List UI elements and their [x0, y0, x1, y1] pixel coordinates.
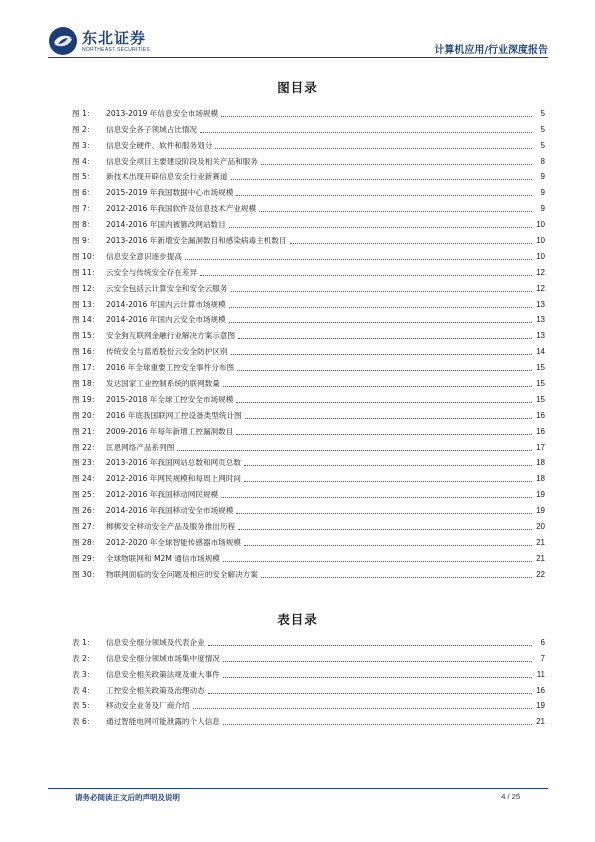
- dot-leader: [208, 693, 532, 694]
- figure-entry[interactable]: [72, 341, 545, 357]
- header-divider: [48, 57, 548, 58]
- figure-entry[interactable]: [72, 516, 545, 532]
- figure-entry-page: 14: [536, 347, 545, 357]
- figure-entry-title: 安全狗互联网金融行业解决方案示意图: [106, 331, 236, 341]
- figure-entry-title: 2014-2016 年国内被篡改网站数目: [106, 220, 226, 230]
- table-entry-page: 16: [536, 685, 545, 695]
- figure-entry[interactable]: [72, 532, 545, 548]
- northeast-securities-logo: [48, 26, 150, 56]
- figure-entry[interactable]: [72, 468, 545, 484]
- dot-leader: [229, 322, 532, 323]
- figure-entry-title: 2014-2016 年国内云计算市场规模: [106, 299, 226, 309]
- figure-entry[interactable]: [72, 151, 545, 167]
- figure-entry-title: 2012-2016 年我国移动网民规模: [106, 490, 219, 500]
- figure-entry-number: 图 6：: [72, 188, 95, 198]
- figure-entry-title: 2012-2016 年我国软件及信息技术产业规模: [106, 204, 257, 214]
- figure-entry[interactable]: [72, 135, 545, 151]
- figure-entry[interactable]: [72, 484, 545, 500]
- table-entry-page: 21: [536, 717, 545, 727]
- dot-leader: [236, 434, 532, 435]
- dot-leader: [290, 243, 533, 244]
- figure-entry[interactable]: [72, 500, 545, 516]
- figure-entry[interactable]: [72, 119, 545, 135]
- figure-entry-page: 17: [536, 442, 545, 452]
- figure-entry-number: 图 8：: [72, 220, 95, 230]
- figure-entry-page: 13: [536, 315, 545, 325]
- figure-entry-number: 图 20：: [72, 410, 100, 420]
- figure-entry-title: 2012-2016 年网民规模和每周上网时间: [106, 474, 241, 484]
- dot-leader: [236, 402, 532, 403]
- dot-leader: [223, 386, 532, 387]
- figure-entry-page: 13: [536, 299, 545, 309]
- figure-entry[interactable]: [72, 310, 545, 326]
- figure-entry[interactable]: [72, 278, 545, 294]
- dot-leader: [221, 116, 532, 117]
- figure-entry-title: 2013-2016 年我国网站总数和网页总数: [106, 458, 241, 468]
- figure-entry[interactable]: [72, 182, 545, 198]
- dot-leader: [200, 132, 532, 133]
- figure-entry-number: 图 19：: [72, 394, 100, 404]
- figure-entry-title: 2009-2016 年每年新增工控漏洞数目: [106, 426, 234, 436]
- dot-leader: [238, 529, 532, 530]
- table-entry-title: 信息安全相关政策法规及重大事件: [106, 669, 220, 679]
- figure-entry-title: 全球物联网和 M2M 通信市场规模: [106, 553, 220, 563]
- dot-leader: [221, 497, 532, 498]
- figure-entry[interactable]: [72, 214, 545, 230]
- logo-chinese-name: 东北证券: [82, 28, 147, 47]
- figures-index-list: [72, 103, 545, 580]
- figure-entry-number: 图 22：: [72, 442, 100, 452]
- figure-entry-number: 图 21：: [72, 426, 100, 436]
- figure-entry-title: 信息安全硬件、软件和服务划分: [106, 140, 213, 150]
- figure-entry-number: 图 7：: [72, 204, 95, 214]
- figure-entry-title: 发达国家工业控制系统的联网数量: [106, 379, 220, 389]
- figure-entry-title: 2013-2019 年信息安全市场规模: [106, 108, 219, 118]
- figure-entry-number: 图 3：: [72, 140, 95, 150]
- dot-leader: [236, 513, 532, 514]
- dot-leader: [231, 291, 533, 292]
- figure-entry-page: 9: [540, 172, 545, 182]
- figure-entry-title: 信息安全意识逐步提高: [106, 251, 182, 261]
- dot-leader: [238, 338, 532, 339]
- figure-entry[interactable]: [72, 437, 545, 453]
- figure-entry[interactable]: [72, 167, 545, 183]
- figure-entry-number: 图 11：: [72, 267, 100, 277]
- table-entry[interactable]: [72, 664, 545, 680]
- figure-entry-page: 5: [540, 140, 545, 150]
- dot-leader: [261, 164, 532, 165]
- figure-entry-page: 20: [536, 522, 545, 532]
- figure-entry[interactable]: [72, 405, 545, 421]
- logo-english-name: NORTHEAST SECURITIES: [82, 46, 151, 53]
- table-entry-title: 信息安全细分领域及代表企业: [106, 637, 205, 647]
- report-type-label: 计算机应用/行业深度报告: [434, 45, 548, 56]
- figure-entry[interactable]: [72, 325, 545, 341]
- figure-entry-number: 图 30：: [72, 569, 100, 579]
- figure-entry-title: 梆梆安全移动安全产品及服务推出历程: [106, 522, 236, 532]
- figure-entry-title: 信息安全各子领域占比情况: [106, 124, 198, 134]
- table-entry-page: 11: [536, 669, 545, 679]
- figure-entry[interactable]: [72, 246, 545, 262]
- table-entry-number: 表 3：: [72, 669, 95, 679]
- logo-swirl-icon: [48, 26, 78, 56]
- figure-entry-page: 18: [536, 474, 545, 484]
- figure-entry-page: 15: [536, 379, 545, 389]
- figure-entry-page: 5: [540, 108, 545, 118]
- figure-entry[interactable]: [72, 564, 545, 580]
- table-entry-title: 工控安全相关政策及治理动态: [106, 685, 205, 695]
- figure-entry-number: 图 5：: [72, 172, 95, 182]
- figure-entry[interactable]: [72, 198, 545, 214]
- dot-leader: [215, 148, 532, 149]
- dot-leader: [177, 450, 532, 451]
- table-entry-number: 表 1：: [72, 637, 95, 647]
- tables-index-title: 表目录: [277, 612, 318, 627]
- dot-leader: [244, 465, 532, 466]
- table-entry[interactable]: [72, 648, 545, 664]
- figure-entry-page: 10: [536, 236, 545, 246]
- page-number: 4 / 25: [501, 792, 520, 801]
- figure-entry-number: 图 2：: [72, 124, 95, 134]
- dot-leader: [185, 259, 532, 260]
- figure-entry-number: 图 17：: [72, 363, 100, 373]
- figure-entry-page: 19: [536, 506, 545, 516]
- table-entry[interactable]: [72, 632, 545, 648]
- figure-entry-title: 传统安全与蓝盾股份云安全防护区别: [106, 347, 228, 357]
- figure-entry[interactable]: [72, 373, 545, 389]
- figure-entry-title: 2016 年底我国联网工控设备类型统计图: [106, 410, 242, 420]
- disclaimer-note: 请务必阅读正文后的声明及说明: [75, 793, 180, 802]
- figure-entry-number: 图 15：: [72, 331, 100, 341]
- figure-entry-page: 10: [536, 251, 545, 261]
- dot-leader: [229, 307, 532, 308]
- dot-leader: [223, 677, 532, 678]
- figure-entry-number: 图 24：: [72, 474, 100, 484]
- table-entry-title: 移动安全业务及厂商介绍: [106, 701, 190, 711]
- figure-entry-page: 19: [536, 490, 545, 500]
- figure-entry-number: 图 18：: [72, 379, 100, 389]
- figure-entry-title: 云安全与传统安全存在差异: [106, 267, 198, 277]
- table-entry[interactable]: [72, 711, 545, 727]
- figure-entry[interactable]: [72, 103, 545, 119]
- figure-entry-number: 图 16：: [72, 347, 100, 357]
- dot-leader: [261, 577, 532, 578]
- dot-leader: [245, 418, 532, 419]
- dot-leader: [193, 708, 532, 709]
- figure-entry-title: 2015-2018 年全球工控安全市场规模: [106, 394, 234, 404]
- figure-entry-title: 信息安全项目主要建设阶段及相关产品和服务: [106, 156, 258, 166]
- figure-entry-title: 新技术出现开辟信息安全行业新赛道: [106, 172, 228, 182]
- figure-entry[interactable]: [72, 262, 545, 278]
- dot-leader: [223, 724, 532, 725]
- footer-divider: [48, 788, 548, 789]
- dot-leader: [244, 481, 532, 482]
- figure-entry-title: 2015-2019 年我国数据中心市场规模: [106, 188, 234, 198]
- figure-entry-title: 云安全包括云计算安全和安全云服务: [106, 283, 228, 293]
- table-entry-number: 表 6：: [72, 717, 95, 727]
- figure-entry-title: 2014-2016 年国内云安全市场规模: [106, 315, 226, 325]
- table-entry-number: 表 2：: [72, 653, 95, 663]
- dot-leader: [208, 645, 532, 646]
- page-header: [0, 0, 595, 64]
- tables-index-list: [72, 632, 545, 727]
- figure-entry-title: 2014-2016 年我国移动安全市场规模: [106, 506, 234, 516]
- dot-leader: [231, 179, 533, 180]
- figure-entry-page: 22: [536, 569, 545, 579]
- figure-entry[interactable]: [72, 548, 545, 564]
- table-entry-number: 表 5：: [72, 701, 95, 711]
- dot-leader: [229, 227, 532, 228]
- figure-entry-title: 物联网面临的安全问题及相应的安全解决方案: [106, 569, 258, 579]
- table-entry-title: 通过智能电网可能泄露的个人信息: [106, 717, 220, 727]
- figure-entry-number: 图 4：: [72, 156, 95, 166]
- figure-entry-number: 图 26：: [72, 506, 100, 516]
- table-entry[interactable]: [72, 680, 545, 696]
- figure-entry[interactable]: [72, 294, 545, 310]
- table-entry-page: 6: [540, 637, 545, 647]
- figure-entry-number: 图 27：: [72, 522, 100, 532]
- figure-entry-page: 15: [536, 363, 545, 373]
- figure-entry-page: 9: [540, 188, 545, 198]
- figure-entry-page: 9: [540, 204, 545, 214]
- figure-entry-number: 图 29：: [72, 553, 100, 563]
- table-entry[interactable]: [72, 696, 545, 712]
- figure-entry-title: 2012-2020 年全球智能传感器市场规模: [106, 537, 241, 547]
- figure-entry[interactable]: [72, 421, 545, 437]
- figure-entry-number: 图 9：: [72, 236, 95, 246]
- figure-entry-number: 图 28：: [72, 537, 100, 547]
- figure-entry[interactable]: [72, 453, 545, 469]
- figure-entry-title: 匡恩网络产品系列图: [106, 442, 175, 452]
- dot-leader: [223, 661, 532, 662]
- figure-entry-page: 16: [536, 426, 545, 436]
- figure-entry-page: 21: [536, 553, 545, 563]
- figure-entry-page: 18: [536, 458, 545, 468]
- figure-entry-number: 图 10：: [72, 251, 100, 261]
- figure-entry-page: 8: [540, 156, 545, 166]
- dot-leader: [244, 545, 532, 546]
- dot-leader: [237, 370, 532, 371]
- figure-entry-number: 图 1：: [72, 108, 95, 118]
- figure-entry-title: 2016 年全球重要工控安全事件分布图: [106, 363, 235, 373]
- figure-entry-number: 图 12：: [72, 283, 100, 293]
- table-entry-number: 表 4：: [72, 685, 95, 695]
- dot-leader: [236, 195, 532, 196]
- table-entry-page: 19: [536, 701, 545, 711]
- figure-entry-title: 2013-2016 年新增安全漏洞数目和感染病毒主机数目: [106, 236, 287, 246]
- figures-index-title: 图目录: [277, 80, 318, 95]
- dot-leader: [200, 275, 532, 276]
- table-entry-title: 信息安全细分领域市场集中度情况: [106, 653, 220, 663]
- figure-entry-page: 10: [536, 220, 545, 230]
- figure-entry-page: 21: [536, 537, 545, 547]
- figure-entry[interactable]: [72, 357, 545, 373]
- figure-entry-number: 图 23：: [72, 458, 100, 468]
- figure-entry-page: 16: [536, 410, 545, 420]
- figure-entry-page: 12: [536, 283, 545, 293]
- figure-entry-page: 12: [536, 267, 545, 277]
- dot-leader: [223, 561, 532, 562]
- figure-entry-page: 15: [536, 394, 545, 404]
- figure-entry[interactable]: [72, 230, 545, 246]
- figure-entry-page: 5: [540, 124, 545, 134]
- table-entry-page: 7: [540, 653, 545, 663]
- figure-entry[interactable]: [72, 389, 545, 405]
- figure-entry-page: 13: [536, 331, 545, 341]
- figure-entry-number: 图 13：: [72, 299, 100, 309]
- dot-leader: [231, 354, 533, 355]
- figure-entry-number: 图 14：: [72, 315, 100, 325]
- figure-entry-number: 图 25：: [72, 490, 100, 500]
- dot-leader: [259, 211, 532, 212]
